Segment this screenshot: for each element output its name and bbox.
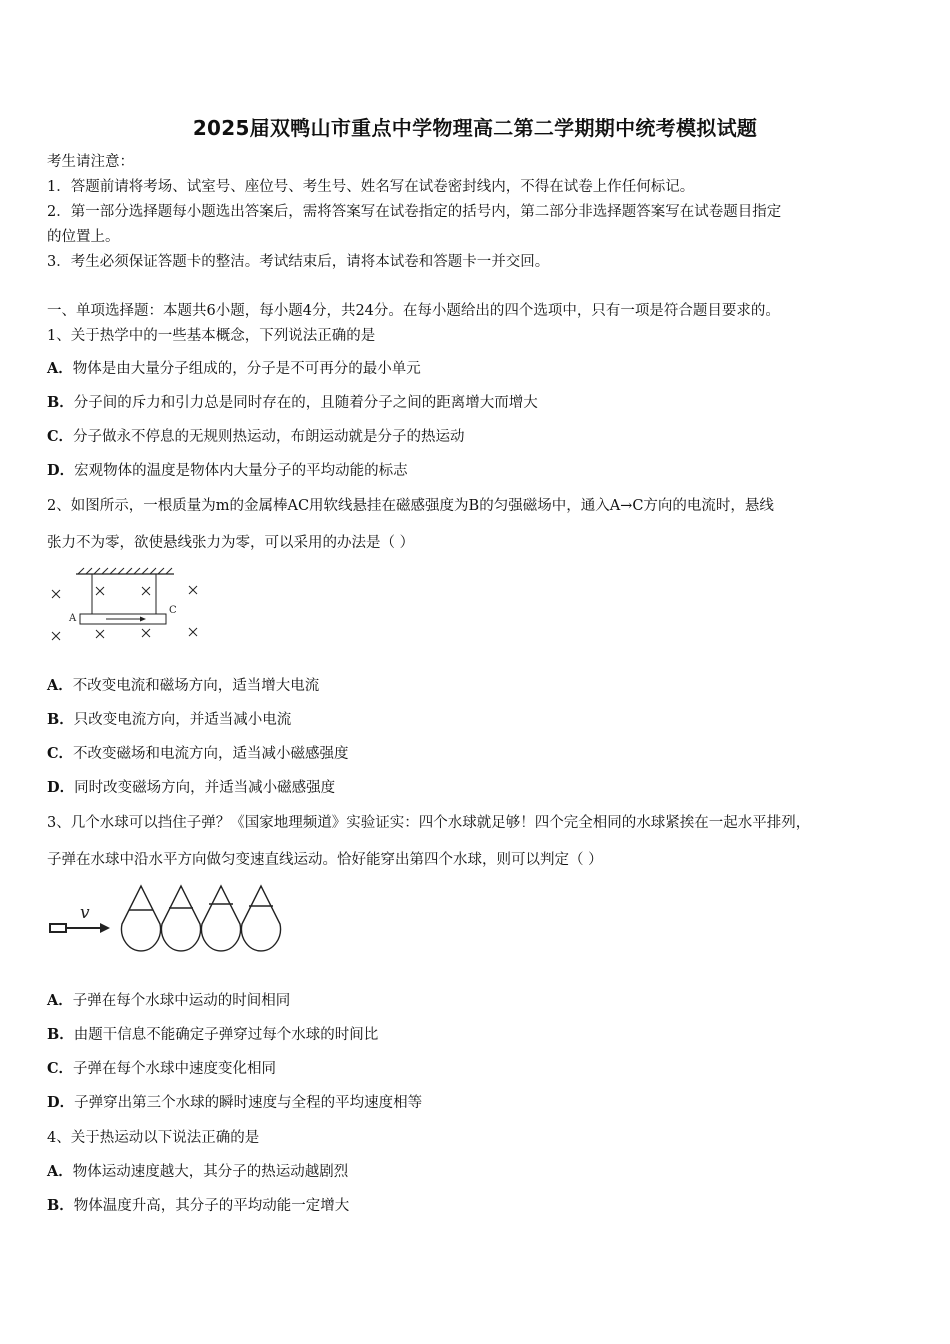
question-2-option-b	[47, 710, 907, 730]
question-3-stem-line-1: 3、几个水球可以挡住子弹？《国家地理频道》实验证实：四个水球就足够！四个完全相同的水球紧挨在一起水平排列，	[47, 815, 811, 831]
water-ball-2	[162, 886, 201, 951]
option-text: 宏观物体的温度是物体内大量分子的平均动能的标志	[74, 463, 408, 479]
question-2-stem-line-2: 张力不为零，欲使悬线张力为零，可以采用的办法是（ ）	[47, 535, 415, 551]
velocity-label: v	[80, 903, 90, 923]
water-ball-1	[122, 886, 161, 951]
option-text: 只改变电流方向，并适当减小电流	[73, 712, 292, 728]
option-letter: A．	[47, 1163, 73, 1180]
section-header: 一、单项选择题：本题共6小题，每小题4分，共24分。在每小题给出的四个选项中，只有一项是符合题目要求的。	[47, 303, 780, 319]
option-letter: A．	[47, 992, 73, 1009]
option-text: 物体运动速度越大，其分子的热运动越剧烈	[72, 1164, 349, 1180]
option-text: 分子做永不停息的无规则热运动，布朗运动就是分子的热运动	[73, 429, 465, 445]
option-letter: B．	[47, 394, 74, 411]
question-3-stem-line-2: 子弹在水球中沿水平方向做匀变速直线运动。恰好能穿出第四个水球，则可以判定（ ）	[47, 852, 603, 868]
bullet	[50, 924, 66, 932]
option-text: 同时改变磁场方向，并适当减小磁感强度	[74, 780, 336, 796]
option-letter: D．	[47, 462, 75, 479]
notice-heading: 考生请注意：	[47, 154, 134, 170]
notice-item-1: 1．答题前请将考场、试室号、座位号、考生号、姓名写在试卷密封线内，不得在试卷上作任何标记。	[47, 179, 695, 195]
question-3-option-b	[47, 1025, 907, 1045]
question-1-option-b	[47, 393, 907, 413]
question-4-option-a	[47, 1162, 907, 1182]
velocity-arrow-head	[100, 923, 110, 933]
question-4-stem: 4、关于热运动以下说法正确的是	[47, 1130, 260, 1146]
option-letter: A．	[47, 677, 73, 694]
question-4-option-b	[47, 1196, 907, 1216]
option-letter: C．	[47, 1060, 74, 1077]
option-text: 物体温度升高，其分子的平均动能一定增大	[73, 1198, 350, 1214]
question-2-option-a	[47, 676, 907, 696]
notice-item-2-cont: 的位置上。	[47, 229, 120, 245]
option-text: 由题干信息不能确定子弹穿过每个水球的时间比	[73, 1027, 379, 1043]
option-text: 子弹穿出第三个水球的瞬时速度与全程的平均速度相等	[74, 1095, 423, 1111]
water-ball-3	[202, 886, 241, 951]
question-3-option-a	[47, 991, 907, 1011]
option-letter: C．	[47, 745, 74, 762]
exam-title: 2025届双鸭山市重点中学物理高二第二学期期中统考模拟试题	[192, 116, 758, 140]
question-3-option-d	[47, 1093, 907, 1113]
option-text: 分子间的斥力和引力总是同时存在的，且随着分子之间的距离增大而增大	[73, 395, 538, 411]
option-text: 物体是由大量分子组成的，分子是不可再分的最小单元	[72, 361, 421, 377]
option-text: 不改变磁场和电流方向，适当减小磁感强度	[73, 746, 349, 762]
question-1-option-c	[47, 427, 907, 447]
notice-item-3: 3．考生必须保证答题卡的整洁。考试结束后，请将本试卷和答题卡一并交回。	[47, 254, 550, 270]
option-text: 不改变电流和磁场方向，适当增大电流	[72, 678, 320, 694]
option-letter: B．	[47, 1026, 74, 1043]
question-2-option-c	[47, 744, 907, 764]
water-balls	[122, 886, 281, 951]
option-letter: D．	[47, 1094, 75, 1111]
water-ball-4	[242, 886, 281, 951]
ceiling-hatch	[78, 568, 172, 574]
label-a: A	[69, 613, 77, 624]
option-letter: B．	[47, 711, 74, 728]
notice-item-2: 2．第一部分选择题每小题选出答案后，需将答案写在试卷指定的括号内，第二部分非选择题答案写在试卷题目指定	[47, 204, 782, 220]
current-arrow-head	[140, 617, 146, 622]
option-text: 子弹在每个水球中速度变化相同	[73, 1061, 277, 1077]
option-letter: C．	[47, 428, 74, 445]
option-letter: A．	[47, 360, 73, 377]
question-1-stem: 1、关于热学中的一些基本概念，下列说法正确的是	[47, 328, 376, 344]
question-1-option-a	[47, 359, 907, 379]
question-2-option-d	[47, 778, 907, 798]
water-balls-figure	[44, 880, 294, 956]
question-3-option-c	[47, 1059, 907, 1079]
question-2-stem-line-1: 2、如图所示，一根质量为m的金属棒AC用软线悬挂在磁感强度为B的匀强磁场中，通入A→C方向的电流时，悬线	[47, 498, 774, 514]
question-1-option-d	[47, 461, 907, 481]
label-c: C	[169, 605, 177, 616]
option-letter: B．	[47, 1197, 74, 1214]
magnetic-field-rod-figure	[44, 565, 214, 647]
option-text: 子弹在每个水球中运动的时间相同	[72, 993, 291, 1009]
option-letter: D．	[47, 779, 75, 796]
